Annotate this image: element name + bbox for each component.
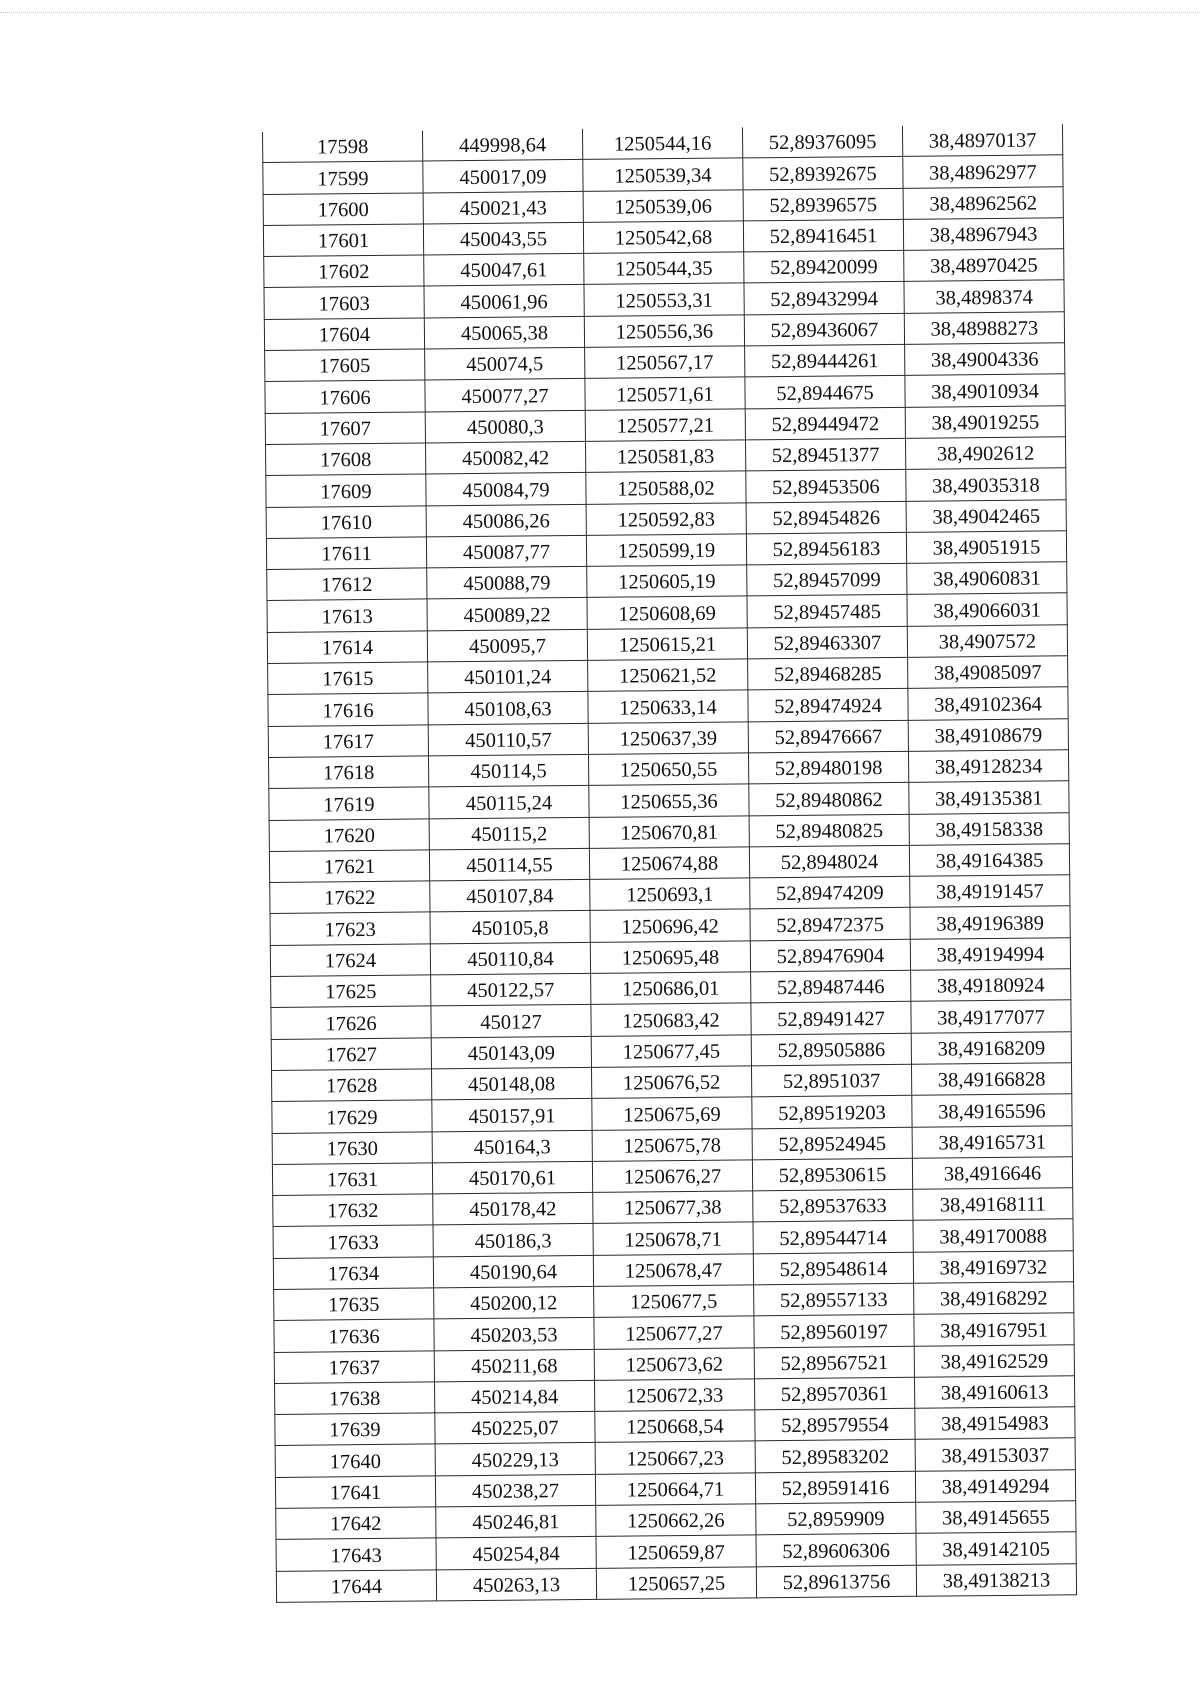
x-coordinate-cell: 450110,57 (428, 723, 588, 756)
y-coordinate-cell: 1250539,06 (583, 189, 743, 222)
x-coordinate-cell: 450170,61 (432, 1161, 592, 1194)
latitude-cell: 52,89567521 (754, 1346, 914, 1379)
y-coordinate-cell: 1250677,38 (593, 1191, 753, 1224)
x-coordinate-cell: 450110,84 (430, 942, 590, 975)
point-number-cell: 17609 (266, 474, 426, 507)
point-number-cell: 17621 (269, 850, 429, 883)
latitude-cell: 52,89491427 (751, 1002, 911, 1035)
longitude-cell: 38,49170088 (913, 1219, 1073, 1252)
point-number-cell: 17616 (268, 693, 428, 726)
latitude-cell: 52,89444261 (745, 344, 905, 377)
scan-top-edge-line (0, 12, 1200, 13)
x-coordinate-cell: 450114,5 (428, 754, 588, 787)
latitude-cell: 52,89480825 (749, 814, 909, 847)
y-coordinate-cell: 1250686,01 (591, 972, 751, 1005)
point-number-cell: 17644 (276, 1570, 436, 1603)
point-number-cell: 17630 (272, 1131, 432, 1164)
y-coordinate-cell: 1250577,21 (585, 409, 745, 442)
point-number-cell: 17611 (266, 537, 426, 570)
latitude-cell: 52,89468285 (748, 657, 908, 690)
y-coordinate-cell: 1250678,47 (593, 1254, 753, 1287)
point-number-cell: 17617 (268, 725, 428, 758)
longitude-cell: 38,49135381 (909, 781, 1069, 814)
x-coordinate-cell: 450190,64 (433, 1255, 593, 1288)
y-coordinate-cell: 1250667,23 (595, 1441, 755, 1474)
longitude-cell: 38,48962977 (903, 155, 1063, 188)
x-coordinate-cell: 450148,08 (432, 1067, 592, 1100)
longitude-cell: 38,49138213 (916, 1563, 1076, 1596)
point-number-cell: 17612 (267, 568, 427, 601)
x-coordinate-cell: 450107,84 (430, 880, 590, 913)
longitude-cell: 38,4907572 (907, 625, 1067, 658)
latitude-cell: 52,89570361 (754, 1377, 914, 1410)
x-coordinate-cell: 450225,07 (435, 1412, 595, 1445)
longitude-cell: 38,49010934 (905, 374, 1065, 407)
latitude-cell: 52,89548614 (753, 1252, 913, 1285)
x-coordinate-cell: 450021,43 (423, 191, 583, 224)
y-coordinate-cell: 1250605,19 (587, 565, 747, 598)
point-number-cell: 17633 (273, 1225, 433, 1258)
latitude-cell: 52,89453506 (746, 470, 906, 503)
y-coordinate-cell: 1250592,83 (586, 502, 746, 535)
x-coordinate-cell: 450127 (431, 1005, 591, 1038)
x-coordinate-cell: 450080,3 (425, 410, 585, 443)
point-number-cell: 17602 (264, 255, 424, 288)
y-coordinate-cell: 1250633,14 (588, 690, 748, 723)
latitude-cell: 52,89476667 (748, 720, 908, 753)
point-number-cell: 17603 (264, 286, 424, 319)
y-coordinate-cell: 1250659,87 (596, 1535, 756, 1568)
y-coordinate-cell: 1250670,81 (589, 815, 749, 848)
x-coordinate-cell: 450122,57 (431, 973, 591, 1006)
point-number-cell: 17642 (276, 1507, 436, 1540)
point-number-cell: 17634 (273, 1257, 433, 1290)
y-coordinate-cell: 1250615,21 (587, 628, 747, 661)
y-coordinate-cell: 1250674,88 (589, 847, 749, 880)
longitude-cell: 38,49194994 (910, 937, 1070, 970)
point-number-cell: 17635 (274, 1288, 434, 1321)
longitude-cell: 38,49108679 (908, 718, 1068, 751)
longitude-cell: 38,48970425 (904, 249, 1064, 282)
x-coordinate-cell: 449998,64 (422, 129, 582, 161)
coordinates-table (262, 124, 1077, 1603)
y-coordinate-cell: 1250668,54 (595, 1410, 755, 1443)
latitude-cell: 52,89519203 (752, 1096, 912, 1129)
longitude-cell: 38,49169732 (913, 1250, 1073, 1283)
longitude-cell: 38,49177077 (911, 1000, 1071, 1033)
longitude-cell: 38,4902612 (905, 437, 1065, 470)
y-coordinate-cell: 1250544,16 (582, 127, 742, 159)
point-number-cell: 17625 (271, 975, 431, 1008)
point-number-cell: 17623 (270, 912, 430, 945)
point-number-cell: 17601 (263, 224, 423, 257)
point-number-cell: 17615 (268, 662, 428, 695)
point-number-cell: 17608 (265, 443, 425, 476)
x-coordinate-cell: 450203,53 (434, 1318, 594, 1351)
longitude-cell: 38,49019255 (905, 405, 1065, 438)
latitude-cell: 52,89537633 (753, 1189, 913, 1222)
point-number-cell: 17636 (274, 1319, 434, 1352)
x-coordinate-cell: 450164,3 (432, 1130, 592, 1163)
latitude-cell: 52,89591416 (755, 1471, 915, 1504)
y-coordinate-cell: 1250657,25 (596, 1566, 756, 1599)
latitude-cell: 52,89480198 (748, 751, 908, 784)
y-coordinate-cell: 1250539,34 (583, 158, 743, 191)
y-coordinate-cell: 1250553,31 (584, 283, 744, 316)
y-coordinate-cell: 1250581,83 (585, 440, 745, 473)
point-number-cell: 17610 (266, 506, 426, 539)
latitude-cell: 52,89392675 (743, 157, 903, 190)
x-coordinate-cell: 450143,09 (431, 1036, 591, 1069)
longitude-cell: 38,49191457 (910, 875, 1070, 908)
x-coordinate-cell: 450089,22 (427, 598, 587, 631)
latitude-cell: 52,89480862 (749, 783, 909, 816)
point-number-cell: 17637 (274, 1350, 434, 1383)
latitude-cell: 52,89432994 (744, 282, 904, 315)
y-coordinate-cell: 1250567,17 (585, 346, 745, 379)
x-coordinate-cell: 450246,81 (436, 1505, 596, 1538)
latitude-cell: 52,89583202 (755, 1440, 915, 1473)
latitude-cell: 52,89474209 (750, 876, 910, 909)
longitude-cell: 38,49060831 (907, 562, 1067, 595)
point-number-cell: 17618 (269, 756, 429, 789)
point-number-cell: 17605 (265, 349, 425, 382)
point-number-cell: 17619 (269, 787, 429, 820)
latitude-cell: 52,89449472 (745, 407, 905, 440)
longitude-cell: 38,49168292 (914, 1282, 1074, 1315)
longitude-cell: 38,49165596 (912, 1094, 1072, 1127)
x-coordinate-cell: 450214,84 (435, 1380, 595, 1413)
longitude-cell: 38,49035318 (906, 468, 1066, 501)
longitude-cell: 38,4898374 (904, 280, 1064, 313)
y-coordinate-cell: 1250696,42 (590, 909, 750, 942)
longitude-cell: 38,48970137 (902, 124, 1062, 156)
y-coordinate-cell: 1250544,35 (584, 252, 744, 285)
point-number-cell: 17629 (272, 1100, 432, 1133)
longitude-cell: 38,48967943 (903, 218, 1063, 251)
y-coordinate-cell: 1250542,68 (583, 221, 743, 254)
point-number-cell: 17606 (265, 380, 425, 413)
latitude-cell: 52,89474924 (748, 689, 908, 722)
point-number-cell: 17607 (265, 412, 425, 445)
latitude-cell: 52,89454826 (746, 501, 906, 534)
latitude-cell: 52,89457485 (747, 595, 907, 628)
point-number-cell: 17640 (275, 1444, 435, 1477)
y-coordinate-cell: 1250621,52 (588, 659, 748, 692)
longitude-cell: 38,49166828 (911, 1063, 1071, 1096)
longitude-cell: 38,49085097 (908, 656, 1068, 689)
y-coordinate-cell: 1250664,71 (595, 1473, 755, 1506)
x-coordinate-cell: 450043,55 (423, 222, 583, 255)
latitude-cell: 52,89472375 (750, 908, 910, 941)
x-coordinate-cell: 450114,55 (429, 848, 589, 881)
x-coordinate-cell: 450186,3 (433, 1224, 593, 1257)
point-number-cell: 17641 (275, 1476, 435, 1509)
latitude-cell: 52,89579554 (755, 1408, 915, 1441)
longitude-cell: 38,4916646 (912, 1157, 1072, 1190)
x-coordinate-cell: 450238,27 (435, 1474, 595, 1507)
x-coordinate-cell: 450229,13 (435, 1443, 595, 1476)
latitude-cell: 52,89544714 (753, 1221, 913, 1254)
point-number-cell: 17614 (267, 631, 427, 664)
y-coordinate-cell: 1250637,39 (588, 722, 748, 755)
x-coordinate-cell: 450088,79 (427, 567, 587, 600)
latitude-cell: 52,89606306 (756, 1534, 916, 1567)
latitude-cell: 52,89457099 (747, 563, 907, 596)
point-number-cell: 17613 (267, 599, 427, 632)
y-coordinate-cell: 1250677,45 (591, 1034, 751, 1067)
y-coordinate-cell: 1250662,26 (596, 1504, 756, 1537)
latitude-cell: 52,89463307 (747, 626, 907, 659)
point-number-cell: 17627 (271, 1038, 431, 1071)
y-coordinate-cell: 1250683,42 (591, 1003, 751, 1036)
longitude-cell: 38,48962562 (903, 186, 1063, 219)
x-coordinate-cell: 450087,77 (426, 535, 586, 568)
point-number-cell: 17626 (271, 1006, 431, 1039)
longitude-cell: 38,49042465 (906, 499, 1066, 532)
point-number-cell: 17628 (272, 1069, 432, 1102)
longitude-cell: 38,49142105 (916, 1532, 1076, 1565)
latitude-cell: 52,89505886 (751, 1033, 911, 1066)
y-coordinate-cell: 1250677,5 (594, 1285, 754, 1318)
y-coordinate-cell: 1250608,69 (587, 596, 747, 629)
longitude-cell: 38,49051915 (906, 531, 1066, 564)
longitude-cell: 38,49153037 (915, 1438, 1075, 1471)
longitude-cell: 38,49154983 (915, 1407, 1075, 1440)
latitude-cell: 52,89476904 (750, 939, 910, 972)
latitude-cell: 52,89420099 (744, 251, 904, 284)
x-coordinate-cell: 450115,2 (429, 817, 589, 850)
latitude-cell: 52,8948024 (749, 845, 909, 878)
x-coordinate-cell: 450017,09 (423, 160, 583, 193)
y-coordinate-cell: 1250588,02 (586, 471, 746, 504)
latitude-cell: 52,89451377 (745, 438, 905, 471)
latitude-cell: 52,89487446 (751, 970, 911, 1003)
y-coordinate-cell: 1250676,27 (592, 1160, 752, 1193)
point-number-cell: 17638 (275, 1382, 435, 1415)
longitude-cell: 38,49165731 (912, 1125, 1072, 1158)
longitude-cell: 38,49167951 (914, 1313, 1074, 1346)
longitude-cell: 38,49180924 (911, 969, 1071, 1002)
longitude-cell: 38,49102364 (908, 687, 1068, 720)
longitude-cell: 38,49158338 (909, 812, 1069, 845)
point-number-cell: 17624 (270, 944, 430, 977)
latitude-cell: 52,8951037 (751, 1064, 911, 1097)
x-coordinate-cell: 450178,42 (433, 1192, 593, 1225)
longitude-cell: 38,49162529 (914, 1344, 1074, 1377)
x-coordinate-cell: 450115,24 (429, 786, 589, 819)
y-coordinate-cell: 1250599,19 (586, 534, 746, 567)
point-number-cell: 17598 (262, 130, 422, 162)
x-coordinate-cell: 450095,7 (427, 629, 587, 662)
x-coordinate-cell: 450061,96 (424, 285, 584, 318)
point-number-cell: 17639 (275, 1413, 435, 1446)
latitude-cell: 52,89456183 (746, 532, 906, 565)
longitude-cell: 38,49149294 (915, 1470, 1075, 1503)
point-number-cell: 17599 (263, 161, 423, 194)
latitude-cell: 52,89560197 (754, 1315, 914, 1348)
y-coordinate-cell: 1250673,62 (594, 1347, 754, 1380)
y-coordinate-cell: 1250677,27 (594, 1316, 754, 1349)
latitude-cell: 52,8959909 (756, 1502, 916, 1535)
x-coordinate-cell: 450086,26 (426, 504, 586, 537)
x-coordinate-cell: 450211,68 (434, 1349, 594, 1382)
x-coordinate-cell: 450084,79 (426, 473, 586, 506)
longitude-cell: 38,49196389 (910, 906, 1070, 939)
longitude-cell: 38,49066031 (907, 593, 1067, 626)
y-coordinate-cell: 1250676,52 (591, 1066, 751, 1099)
longitude-cell: 38,49168209 (911, 1031, 1071, 1064)
point-number-cell: 17631 (272, 1163, 432, 1196)
y-coordinate-cell: 1250675,78 (592, 1128, 752, 1161)
latitude-cell: 52,89376095 (742, 126, 902, 158)
latitude-cell: 52,89416451 (743, 219, 903, 252)
longitude-cell: 38,49128234 (908, 750, 1068, 783)
latitude-cell: 52,89524945 (752, 1127, 912, 1160)
latitude-cell: 52,8944675 (745, 376, 905, 409)
x-coordinate-cell: 450065,38 (424, 316, 584, 349)
x-coordinate-cell: 450200,12 (434, 1286, 594, 1319)
point-number-cell: 17643 (276, 1538, 436, 1571)
y-coordinate-cell: 1250695,48 (590, 941, 750, 974)
longitude-cell: 38,49145655 (916, 1501, 1076, 1534)
x-coordinate-cell: 450047,61 (424, 254, 584, 287)
y-coordinate-cell: 1250672,33 (594, 1379, 754, 1412)
x-coordinate-cell: 450101,24 (428, 660, 588, 693)
longitude-cell: 38,49160613 (914, 1376, 1074, 1409)
x-coordinate-cell: 450074,5 (425, 347, 585, 380)
latitude-cell: 52,89530615 (752, 1158, 912, 1191)
y-coordinate-cell: 1250678,71 (593, 1222, 753, 1255)
table-row (276, 1563, 1076, 1602)
x-coordinate-cell: 450157,91 (432, 1099, 592, 1132)
y-coordinate-cell: 1250675,69 (592, 1097, 752, 1130)
y-coordinate-cell: 1250693,1 (590, 878, 750, 911)
y-coordinate-cell: 1250571,61 (585, 377, 745, 410)
longitude-cell: 38,49164385 (909, 844, 1069, 877)
longitude-cell: 38,49168111 (913, 1188, 1073, 1221)
y-coordinate-cell: 1250650,55 (588, 753, 748, 786)
latitude-cell: 52,89557133 (754, 1283, 914, 1316)
point-number-cell: 17604 (264, 318, 424, 351)
longitude-cell: 38,48988273 (904, 312, 1064, 345)
longitude-cell: 38,49004336 (905, 343, 1065, 376)
point-number-cell: 17620 (269, 818, 429, 851)
x-coordinate-cell: 450254,84 (436, 1537, 596, 1570)
point-number-cell: 17622 (270, 881, 430, 914)
y-coordinate-cell: 1250655,36 (589, 784, 749, 817)
x-coordinate-cell: 450263,13 (436, 1568, 596, 1601)
coordinates-table-body (262, 124, 1076, 1602)
latitude-cell: 52,89436067 (744, 313, 904, 346)
x-coordinate-cell: 450082,42 (425, 441, 585, 474)
latitude-cell: 52,89396575 (743, 188, 903, 221)
x-coordinate-cell: 450105,8 (430, 911, 590, 944)
point-number-cell: 17632 (273, 1194, 433, 1227)
point-number-cell: 17600 (263, 193, 423, 226)
x-coordinate-cell: 450077,27 (425, 379, 585, 412)
x-coordinate-cell: 450108,63 (428, 692, 588, 725)
y-coordinate-cell: 1250556,36 (584, 315, 744, 348)
latitude-cell: 52,89613756 (756, 1565, 916, 1598)
